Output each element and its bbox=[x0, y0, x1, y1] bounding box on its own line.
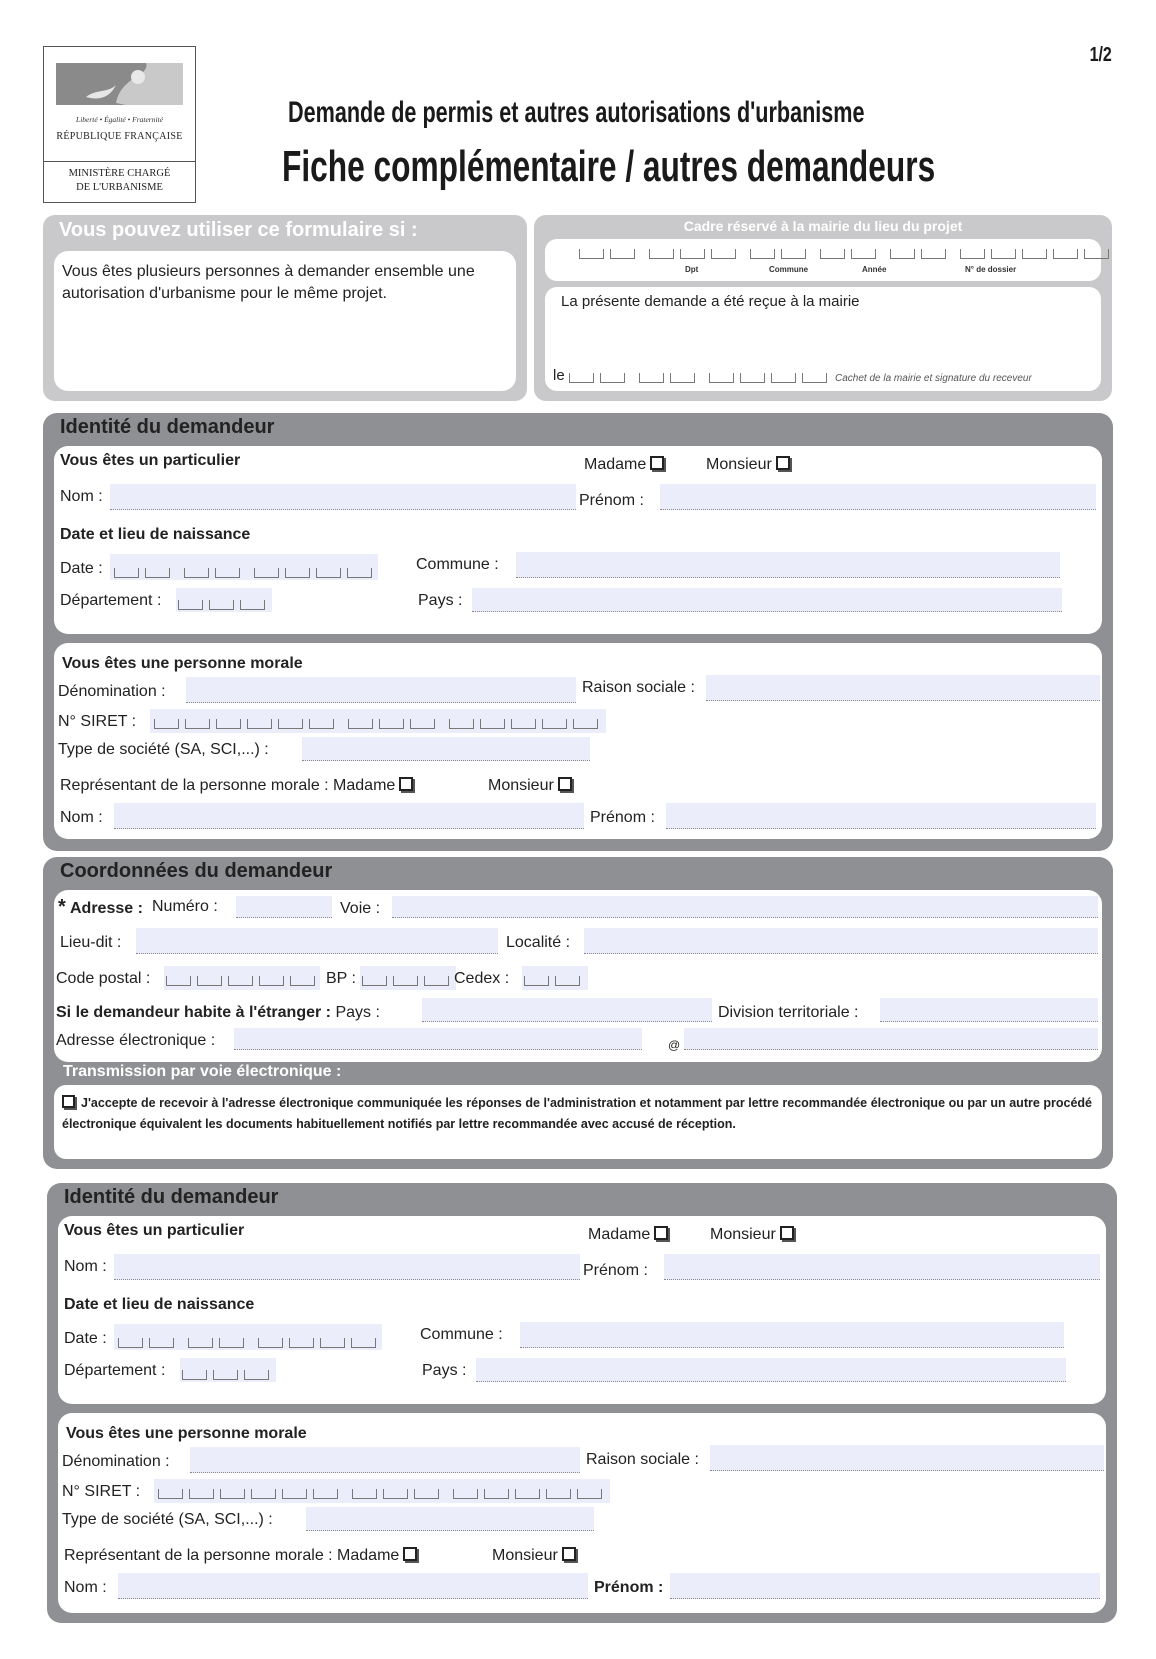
denomination-field-2[interactable] bbox=[190, 1447, 580, 1473]
identity-panel-1: Identité du demandeur Vous êtes un particulier Madame Monsieur Nom : Prénom : Date et lieu de naissance Date : Commune : Département : Pays : Vous êtes une personne morale Dénomination : Raison sociale : N° SIRET : Type de société (SA, SCI,...) : Représentant de la personne morale : Madame Monsieur Nom : Prénom : bbox=[43, 413, 1113, 851]
monsieur-checkbox-2[interactable]: Monsieur bbox=[710, 1226, 794, 1244]
representant-monsieur-2[interactable]: Monsieur bbox=[492, 1547, 576, 1565]
representant-prenom-1[interactable] bbox=[666, 803, 1096, 829]
particulier-box-2: Vous êtes un particulier Madame Monsieur Nom : Prénom : Date et lieu de naissance Date : Commune : Département : Pays : bbox=[58, 1216, 1106, 1404]
type-societe-field-1[interactable] bbox=[302, 737, 590, 761]
pays-field-1[interactable] bbox=[472, 588, 1062, 612]
mairie-title: Cadre réservé à la mairie du lieu du projet bbox=[683, 218, 963, 234]
marianne-icon bbox=[56, 63, 183, 105]
representant-nom-1[interactable] bbox=[114, 803, 584, 829]
usage-inner bbox=[54, 251, 516, 391]
voie-field[interactable] bbox=[392, 896, 1098, 918]
madame-checkbox-2[interactable]: Madame bbox=[588, 1226, 668, 1244]
page-number: 1/2 bbox=[1089, 44, 1112, 66]
coordonnees-panel: Coordonnées du demandeur * Adresse : Numéro : Voie : Lieu-dit : Localité : Code postal : BP : Cedex : Si le demandeur habite à l'étranger : Pays : Division territoriale : Adresse électronique : @ Transmission par voie électronique : J'accepte de recevoir à l'adresse électronique communiquée les réponses de l'administration et notamment par lettre recommandée électronique ou par un autre procédé électronique équivalent les documents habituellement notifiés par lettre recommandée avec accusé de réception. bbox=[43, 857, 1113, 1169]
prenom-field-1[interactable] bbox=[660, 484, 1096, 510]
representant-madame-1[interactable]: Représentant de la personne morale : Madame bbox=[60, 777, 413, 795]
pays-field-2[interactable] bbox=[476, 1358, 1066, 1382]
representant-nom-2[interactable] bbox=[118, 1573, 588, 1599]
particulier-box-1: Vous êtes un particulier Madame Monsieur Nom : Prénom : Date et lieu de naissance Date : Commune : Département : Pays : bbox=[54, 446, 1102, 634]
type-societe-field-2[interactable] bbox=[306, 1507, 594, 1531]
email-domain-field[interactable] bbox=[684, 1028, 1098, 1050]
coordonnees-box: * Adresse : Numéro : Voie : Lieu-dit : Localité : Code postal : BP : Cedex : Si le demandeur habite à l'étranger : Pays : Division territoriale : Adresse électronique : @ bbox=[54, 890, 1102, 1062]
morale-box-2: Vous êtes une personne morale Dénomination : Raison sociale : N° SIRET : Type de société (SA, SCI,...) : Représentant de la personne morale : Madame Monsieur Nom : Prénom : bbox=[58, 1413, 1106, 1613]
logo-ministry: MINISTÈRE CHARGÉ DE L'URBANISME bbox=[68, 168, 171, 193]
identity-panel-2: Identité du demandeur Vous êtes un particulier Madame Monsieur Nom : Prénom : Date et lieu de naissance Date : Commune : Département : Pays : Vous êtes une personne morale Dénomination : Raison sociale : N° SIRET : Type de société (SA, SCI,...) : Représentant de la personne morale : Madame Monsieur Nom : Prénom : bbox=[47, 1183, 1117, 1623]
receipt-area: La présente demande a été reçue à la mairie le Cachet de la mairie et signature du receveur bbox=[545, 287, 1101, 391]
transmission-box bbox=[54, 1085, 1102, 1159]
logo-republic: RÉPUBLIQUE FRANÇAISE bbox=[56, 131, 183, 142]
morale-box-1: Vous êtes une personne morale Dénomination : Raison sociale : N° SIRET : Type de société (SA, SCI,...) : Représentant de la personne morale : Madame Monsieur Nom : Prénom : bbox=[54, 643, 1102, 839]
prenom-field-2[interactable] bbox=[664, 1254, 1100, 1280]
representant-monsieur-1[interactable]: Monsieur bbox=[488, 777, 572, 795]
commune-field-1[interactable] bbox=[516, 552, 1060, 578]
numero-field[interactable] bbox=[236, 896, 332, 918]
transmission-title: Transmission par voie électronique : bbox=[63, 1063, 342, 1080]
logo-motto: Liberté • Égalité • Fraternité bbox=[76, 115, 163, 124]
raison-sociale-field-2[interactable] bbox=[710, 1445, 1104, 1471]
lieu-dit-field[interactable] bbox=[136, 928, 498, 954]
nom-field-1[interactable] bbox=[110, 484, 576, 510]
usage-title: Vous pouvez utiliser ce formulaire si : bbox=[59, 219, 418, 241]
pays-etranger-field[interactable] bbox=[422, 998, 712, 1022]
representant-madame-2[interactable]: Représentant de la personne morale : Madame bbox=[64, 1547, 417, 1565]
nom-field-2[interactable] bbox=[114, 1254, 580, 1280]
raison-sociale-field-1[interactable] bbox=[706, 675, 1100, 701]
monsieur-checkbox-1[interactable]: Monsieur bbox=[706, 456, 790, 474]
commune-field-2[interactable] bbox=[520, 1322, 1064, 1348]
usage-text: Vous êtes plusieurs personnes à demander ensemble une autorisation d'urbanisme pour le même projet. bbox=[62, 263, 475, 302]
division-territoriale-field[interactable] bbox=[880, 998, 1098, 1022]
header-title: Demande de permis et autres autorisations d'urbanisme bbox=[288, 96, 865, 129]
dossier-number: Dpt Commune Année N° de dossier bbox=[545, 239, 1101, 281]
denomination-field-1[interactable] bbox=[186, 677, 576, 703]
representant-prenom-2[interactable] bbox=[670, 1573, 1100, 1599]
header-subtitle: Fiche complémentaire / autres demandeurs bbox=[282, 142, 936, 191]
logo-marianne bbox=[43, 46, 196, 203]
mairie-panel bbox=[534, 215, 1112, 401]
madame-checkbox-1[interactable]: Madame bbox=[584, 456, 664, 474]
usage-panel bbox=[43, 215, 527, 401]
accept-electronic-checkbox[interactable]: J'accepte de recevoir à l'adresse électronique communiquée les réponses de l'administration et notamment par lettre recommandée électronique ou par un autre procédé électronique équivalent les documents habituellement notifiés par lettre recommandée avec accusé de réception. bbox=[62, 1096, 1092, 1131]
localite-field[interactable] bbox=[584, 928, 1098, 954]
email-local-field[interactable] bbox=[234, 1028, 642, 1050]
